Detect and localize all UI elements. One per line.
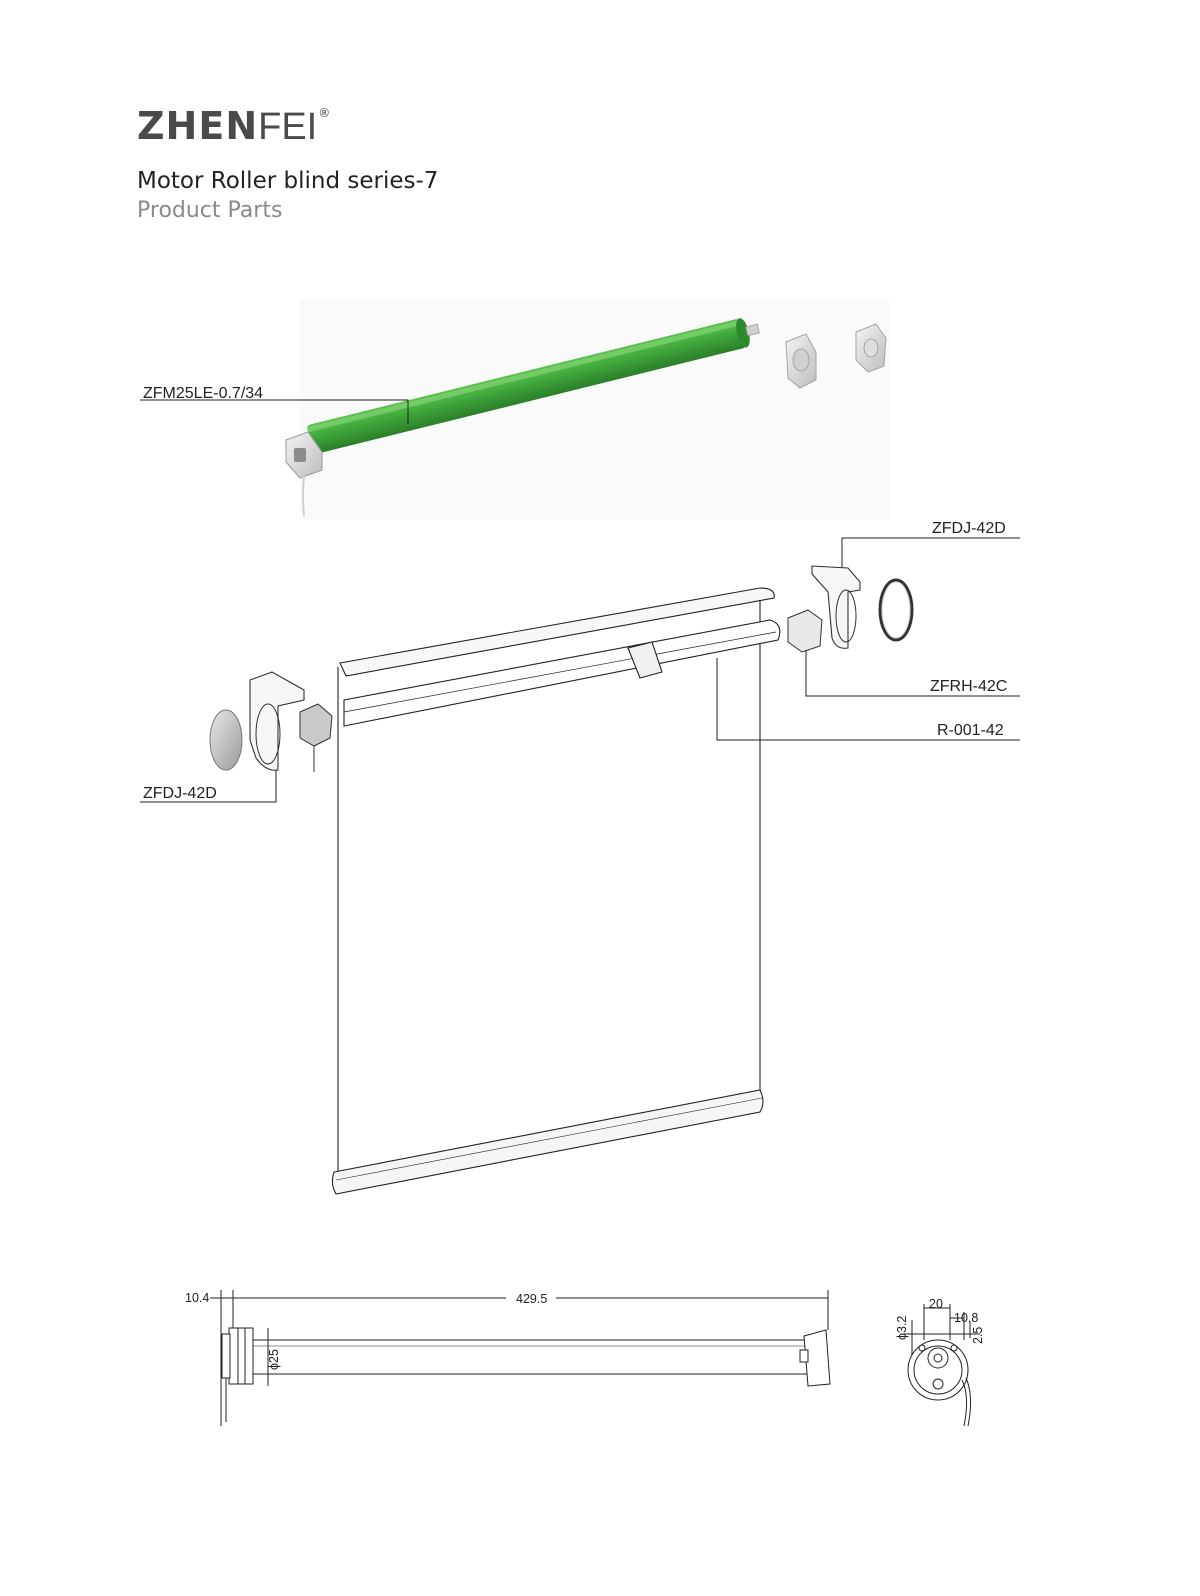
label-motor: ZFM25LE-0.7/34 [143, 385, 264, 402]
side-view-drawing [210, 1290, 830, 1426]
label-left-bracket: ZFDJ-42D [143, 785, 217, 802]
page-title: Motor Roller blind series-7 [137, 168, 439, 194]
dim-hole-depth: 2.5 [971, 1326, 985, 1344]
roller-tube-line [344, 632, 776, 712]
dim-offset: 10.4 [185, 1291, 210, 1305]
drive-wheel [856, 324, 886, 372]
dim-head-offset: 10.8 [954, 1311, 979, 1325]
left-end-cap [210, 710, 242, 770]
motor-assembly [286, 300, 890, 520]
brand-bold: ZHEN [137, 104, 259, 148]
label-tube: R-001-42 [937, 722, 1004, 739]
registered-mark: ® [318, 106, 332, 120]
bottom-bar [332, 1090, 763, 1194]
dim-tube-diameter: ϕ25 [267, 1349, 281, 1370]
page-subtitle: Product Parts [137, 198, 283, 223]
dim-length: 429.5 [516, 1292, 548, 1306]
dim-hole-diameter: ϕ3.2 [895, 1315, 909, 1340]
label-adapter: ZFRH-42C [930, 678, 1008, 695]
roller-blind [332, 588, 779, 1194]
right-bracket-leader [842, 538, 1020, 568]
label-right-bracket: ZFDJ-42D [932, 520, 1006, 537]
left-motor-head [300, 704, 332, 746]
adapter-part [788, 610, 822, 652]
o-ring [880, 580, 912, 640]
dim-head-width: 20 [929, 1297, 943, 1311]
left-bracket-group [210, 672, 332, 772]
left-bracket [250, 672, 304, 770]
right-bracket-group [788, 566, 912, 652]
o-ring-inner [882, 582, 910, 638]
brand-light: FEI [258, 106, 318, 148]
bottom-bar-line [336, 1098, 762, 1180]
